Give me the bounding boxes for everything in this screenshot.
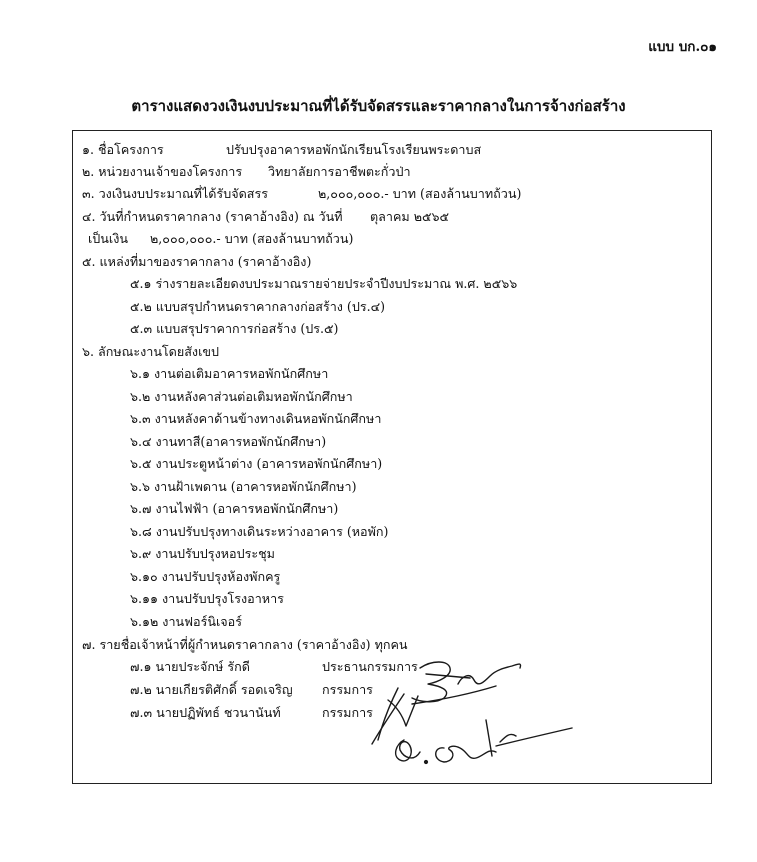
committee-member-role: กรรมการ xyxy=(322,682,373,697)
work-item: ๖.๖ งานฝ้าเพดาน (อาคารหอพักนักศึกษา) xyxy=(130,479,357,494)
reference-date-value: ตุลาคม ๒๕๖๕ xyxy=(370,209,450,224)
committee-member-name: ๗.๒ นายเกียรติศักดิ์ รอดเจริญ xyxy=(130,682,293,697)
committee-member-name: ๗.๑ นายประจักษ์ รักดี xyxy=(130,659,250,674)
price-source-item: ๕.๒ แบบสรุปกำหนดราคากลางก่อสร้าง (ปร.๔) xyxy=(130,299,386,314)
reference-date-label: ๔. วันที่กำหนดราคากลาง (ราคาอ้างอิง) ณ วันที่ xyxy=(82,209,343,224)
committee-member-name: ๗.๓ นายปฏิพัทธ์ ชวนานันท์ xyxy=(130,705,281,720)
document-title: ตารางแสดงวงเงินงบประมาณที่ได้รับจัดสรรและราคากลางในการจ้างก่อสร้าง xyxy=(131,97,626,115)
project-owner-value: วิทยาลัยการอาชีพตะกั่วป่า xyxy=(268,164,411,179)
work-item: ๖.๒ งานหลังคาส่วนต่อเติมหอพักนักศึกษา xyxy=(130,389,353,404)
committee-member-role: ประธานกรรมการ xyxy=(322,659,418,674)
committee-member-role: กรรมการ xyxy=(322,705,373,720)
form-code: แบบ บก.๐๑ xyxy=(648,39,717,55)
work-item: ๖.๑๒ งานฟอร์นิเจอร์ xyxy=(130,614,242,629)
project-name-value: ปรับปรุงอาคารหอพักนักเรียนโรงเรียนพระดาบส xyxy=(226,142,482,157)
work-item: ๖.๗ งานไฟฟ้า (อาคารหอพักนักศึกษา) xyxy=(130,501,339,516)
work-item: ๖.๕ งานประตูหน้าต่าง (อาคารหอพักนักศึกษา) xyxy=(130,456,383,471)
work-item: ๖.๙ งานปรับปรุงหอประชุม xyxy=(130,546,275,561)
budget-value: ๒,๐๐๐,๐๐๐.- บาท (สองล้านบาทถ้วน) xyxy=(318,186,522,201)
price-source-label: ๕. แหล่งที่มาของราคากลาง (ราคาอ้างอิง) xyxy=(82,254,312,269)
work-item: ๖.๓ งานหลังคาด้านข้างทางเดินหอพักนักศึกษา xyxy=(130,411,382,426)
committee-label: ๗. รายชื่อเจ้าหน้าที่ผู้กำหนดราคากลาง (ราคาอ้างอิง) ทุกคน xyxy=(82,637,408,652)
budget-label: ๓. วงเงินงบประมาณที่ได้รับจัดสรร xyxy=(82,186,268,201)
work-item: ๖.๑ งานต่อเติมอาคารหอพักนักศึกษา xyxy=(130,366,329,381)
work-item: ๖.๑๐ งานปรับปรุงห้องพักครู xyxy=(130,569,281,584)
work-item: ๖.๘ งานปรับปรุงทางเดินระหว่างอาคาร (หอพัก) xyxy=(130,524,389,539)
work-item: ๖.๔ งานทาสี(อาคารหอพักนักศึกษา) xyxy=(130,434,327,449)
project-name-row xyxy=(82,141,164,159)
work-item: ๖.๑๑ งานปรับปรุงโรงอาหาร xyxy=(130,591,284,606)
project-name-label: ๑. ชื่อโครงการ xyxy=(82,142,164,157)
price-source-item: ๕.๓ แบบสรุปราคาการก่อสร้าง (ปร.๕) xyxy=(130,321,339,336)
work-summary-label: ๖. ลักษณะงานโดยสังเขป xyxy=(82,344,219,359)
price-source-item: ๕.๑ ร่างรายละเอียดงบประมาณรายจ่ายประจำปีงบประมาณ พ.ศ. ๒๕๖๖ xyxy=(130,276,518,291)
reference-amount-label: เป็นเงิน xyxy=(88,231,128,246)
reference-amount-value: ๒,๐๐๐,๐๐๐.- บาท (สองล้านบาทถ้วน) xyxy=(150,231,354,246)
project-owner-label: ๒. หน่วยงานเจ้าของโครงการ xyxy=(82,164,243,179)
